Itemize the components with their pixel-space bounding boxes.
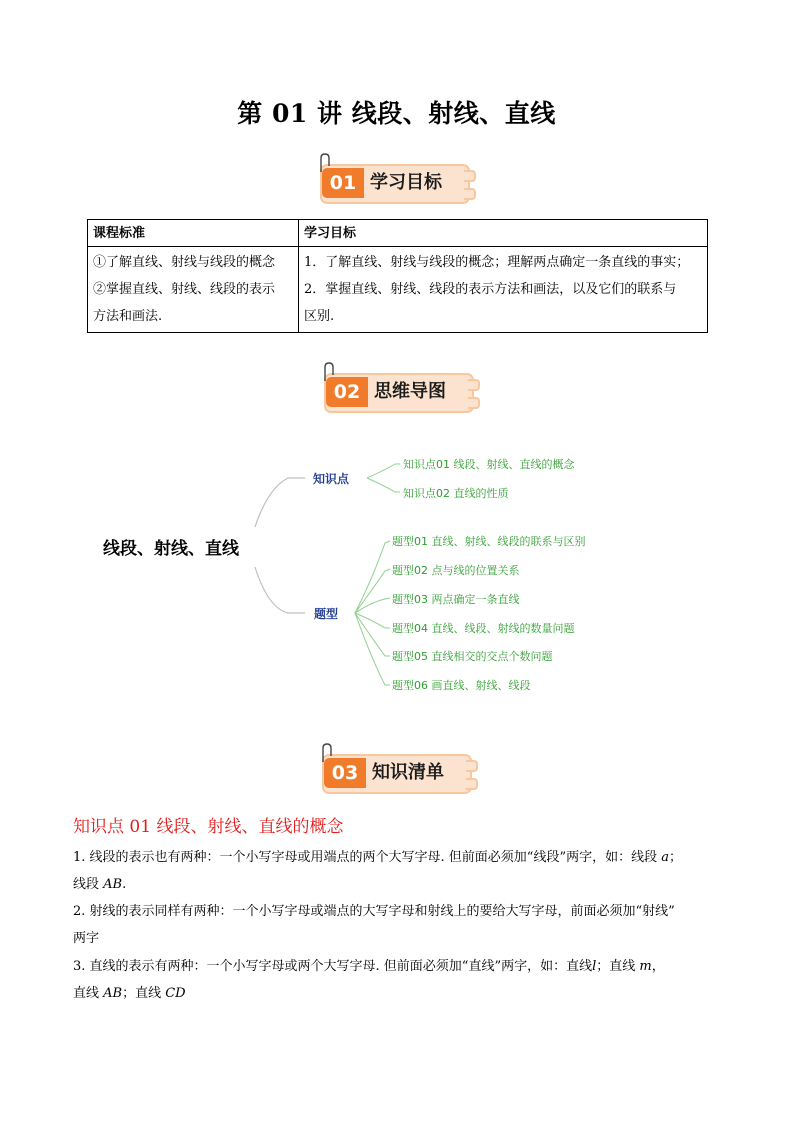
section-number: 03 <box>324 758 366 788</box>
text-run: ， <box>651 959 665 974</box>
cell-line: ①了解直线、射线与线段的概念 <box>93 255 276 270</box>
section-number: 02 <box>326 377 368 407</box>
math-var: m <box>639 959 652 974</box>
mind-map-branch: 题型 <box>314 607 339 621</box>
mind-map-leaf: 题型03 两点确定一条直线 <box>392 593 520 606</box>
math-var: AB <box>103 986 123 1001</box>
section-badge-03 <box>322 754 472 794</box>
mind-map-branch: 知识点 <box>313 472 350 486</box>
mind-map-leaf: 题型02 点与线的位置关系 <box>392 564 520 577</box>
cell-line: ②掌握直线、射线、线段的表示 <box>93 282 276 297</box>
paragraph-2 <box>73 898 723 952</box>
text-run: 直线 <box>73 986 104 1001</box>
badge-notch <box>466 760 478 772</box>
page-title: 第 01 讲 线段、射线、直线 <box>237 99 556 128</box>
section-label: 学习目标 <box>370 172 442 193</box>
mind-map-leaf: 知识点02 直线的性质 <box>403 487 509 500</box>
text-run: 1. 线段的表示也有两种：一个小写字母或用端点的两个大写字母. 但前面必须加“线段”两字，如：线段 <box>73 850 662 865</box>
badge-notch <box>468 379 480 391</box>
cell-line: 区别. <box>304 309 335 324</box>
text-run: 3. 直线的表示有两种：一个小写字母或两个大写字母. 但前面必须加“直线”两字，如：直线 <box>73 959 593 974</box>
mind-map-root: 线段、射线、直线 <box>103 539 239 559</box>
mind-map-leaf: 题型01 直线、射线、线段的联系与区别 <box>392 535 586 548</box>
math-var: a <box>661 850 669 865</box>
cell-line: 1．了解直线、射线与线段的概念；理解两点确定一条直线的事实； <box>304 255 690 270</box>
mind-map-leaf: 题型04 直线、线段、射线的数量问题 <box>392 622 575 635</box>
mind-map-leaf: 题型06 画直线、射线、线段 <box>392 679 531 692</box>
text-run: ； <box>669 850 683 865</box>
badge-notch <box>464 170 476 182</box>
badge-notch <box>464 188 476 200</box>
table-header: 课程标准 <box>88 220 299 247</box>
cell-line: 2．掌握直线、射线、线段的表示方法和画法，以及它们的联系与 <box>304 282 677 297</box>
paragraph-3 <box>73 953 723 1007</box>
section-badge-02 <box>324 373 474 413</box>
goals-table <box>87 219 708 333</box>
text-run: 线段 <box>73 877 104 892</box>
badge-notch <box>468 397 480 409</box>
mind-map-leaf: 题型05 直线相交的交点个数问题 <box>392 650 553 663</box>
table-header-row <box>88 220 708 247</box>
section-number: 01 <box>322 168 364 198</box>
section-badge-01 <box>320 164 470 204</box>
table-cell <box>88 247 299 333</box>
table-cell <box>299 247 708 333</box>
text-run: ；直线 <box>596 959 640 974</box>
mind-map-leaf: 知识点01 线段、射线、直线的概念 <box>403 458 575 471</box>
math-var: l <box>592 959 597 974</box>
text-run: 两字 <box>73 931 100 946</box>
text-run: 2. 射线的表示同样有两种：一个小写字母或端点的大写字母和射线上的要给大写字母，前面必须加“射线” <box>73 904 675 919</box>
mind-map <box>0 440 793 700</box>
paragraph-1 <box>73 844 723 898</box>
section-label: 思维导图 <box>374 381 446 402</box>
text-run: . <box>122 877 127 892</box>
knowledge-point-heading: 知识点 01 线段、射线、直线的概念 <box>73 817 344 837</box>
section-label: 知识清单 <box>372 762 444 783</box>
table-row <box>88 247 708 333</box>
math-var: AB <box>103 877 123 892</box>
cell-line: 方法和画法. <box>93 309 163 324</box>
table-header: 学习目标 <box>299 220 708 247</box>
math-var: CD <box>165 986 186 1001</box>
text-run: ；直线 <box>122 986 166 1001</box>
badge-notch <box>466 778 478 790</box>
